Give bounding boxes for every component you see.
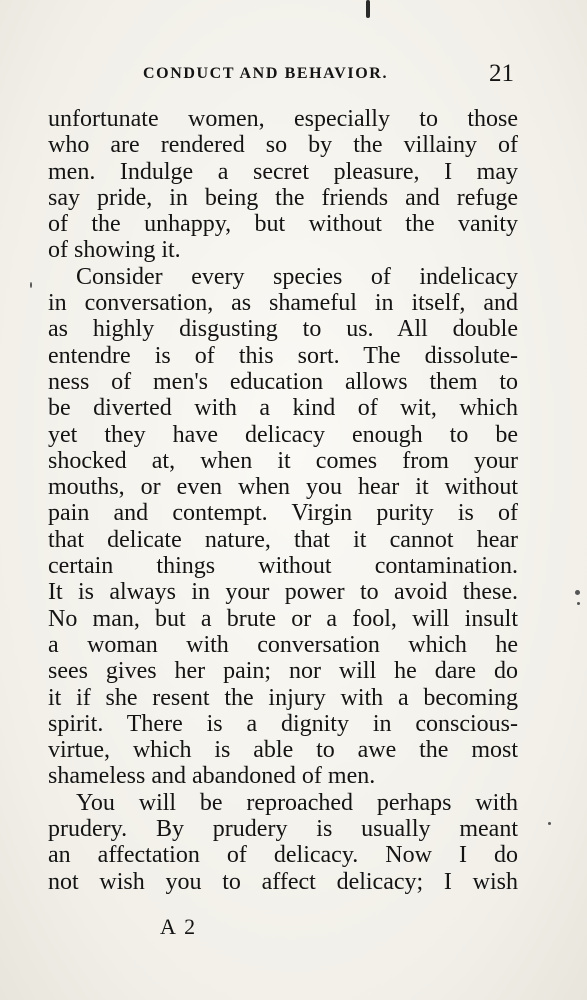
- printer-mark: [366, 0, 370, 18]
- signature-mark: A 2: [160, 914, 198, 939]
- text-line: pain and contempt. Virgin purity is of: [48, 500, 518, 527]
- text-line: mouths, or even when you hear it without: [48, 474, 518, 501]
- running-head: CONDUCT AND BEHAVIOR.: [143, 65, 389, 82]
- text-line: a woman with conversation which he: [48, 631, 518, 658]
- text-line: entendre is of this sort. The dissolute-: [48, 342, 518, 369]
- text-line: You will be reproached perhaps with: [76, 789, 518, 816]
- text-line: as highly disgusting to us. All double: [48, 316, 518, 343]
- text-line: of showing it.: [48, 237, 181, 264]
- text-line: virtue, which is able to awe the most: [48, 737, 518, 764]
- text-line: shocked at, when it comes from your: [48, 447, 518, 474]
- text-line: not wish you to affect delicacy; I wish: [48, 868, 518, 895]
- text-line: of the unhappy, but without the vanity: [48, 211, 518, 238]
- ink-speck: [577, 602, 580, 605]
- text-line: Consider every species of indelicacy: [76, 263, 518, 290]
- text-line: sees gives her pain; nor will he dare do: [48, 658, 518, 685]
- text-line: men. Indulge a secret pleasure, I may: [48, 158, 518, 185]
- text-line: It is always in your power to avoid these.: [48, 579, 518, 606]
- text-line: unfortunate women, especially to those: [48, 106, 518, 132]
- text-line: be diverted with a kind of wit, which: [48, 395, 518, 422]
- text-line: say pride, in being the friends and refuge: [48, 184, 518, 211]
- text-line: ness of men's education allows them to: [48, 368, 518, 395]
- ink-speck: [30, 282, 32, 288]
- text-line: certain things without contamination.: [48, 553, 518, 580]
- text-line: who are rendered so by the villainy of: [48, 132, 518, 159]
- text-line: that delicate nature, that it cannot hear: [48, 526, 518, 553]
- text-line: in conversation, as shameful in itself, and: [48, 290, 518, 317]
- text-line: shameless and abandoned of men.: [48, 763, 376, 790]
- text-line: prudery. By prudery is usually meant: [48, 816, 518, 843]
- text-line: No man, but a brute or a fool, will insult: [48, 605, 518, 632]
- ink-speck: [548, 822, 551, 825]
- page-header: [48, 60, 518, 94]
- text-line: it if she resent the injury with a becoming: [48, 684, 518, 711]
- text-line: yet they have delicacy enough to be: [48, 421, 518, 448]
- page-number: 21: [489, 60, 514, 87]
- text-line: spirit. There is a dignity in conscious-: [48, 710, 518, 737]
- ink-speck: [575, 590, 580, 595]
- text-line: an affectation of delicacy. Now I do: [48, 842, 518, 869]
- body-text: [48, 106, 518, 895]
